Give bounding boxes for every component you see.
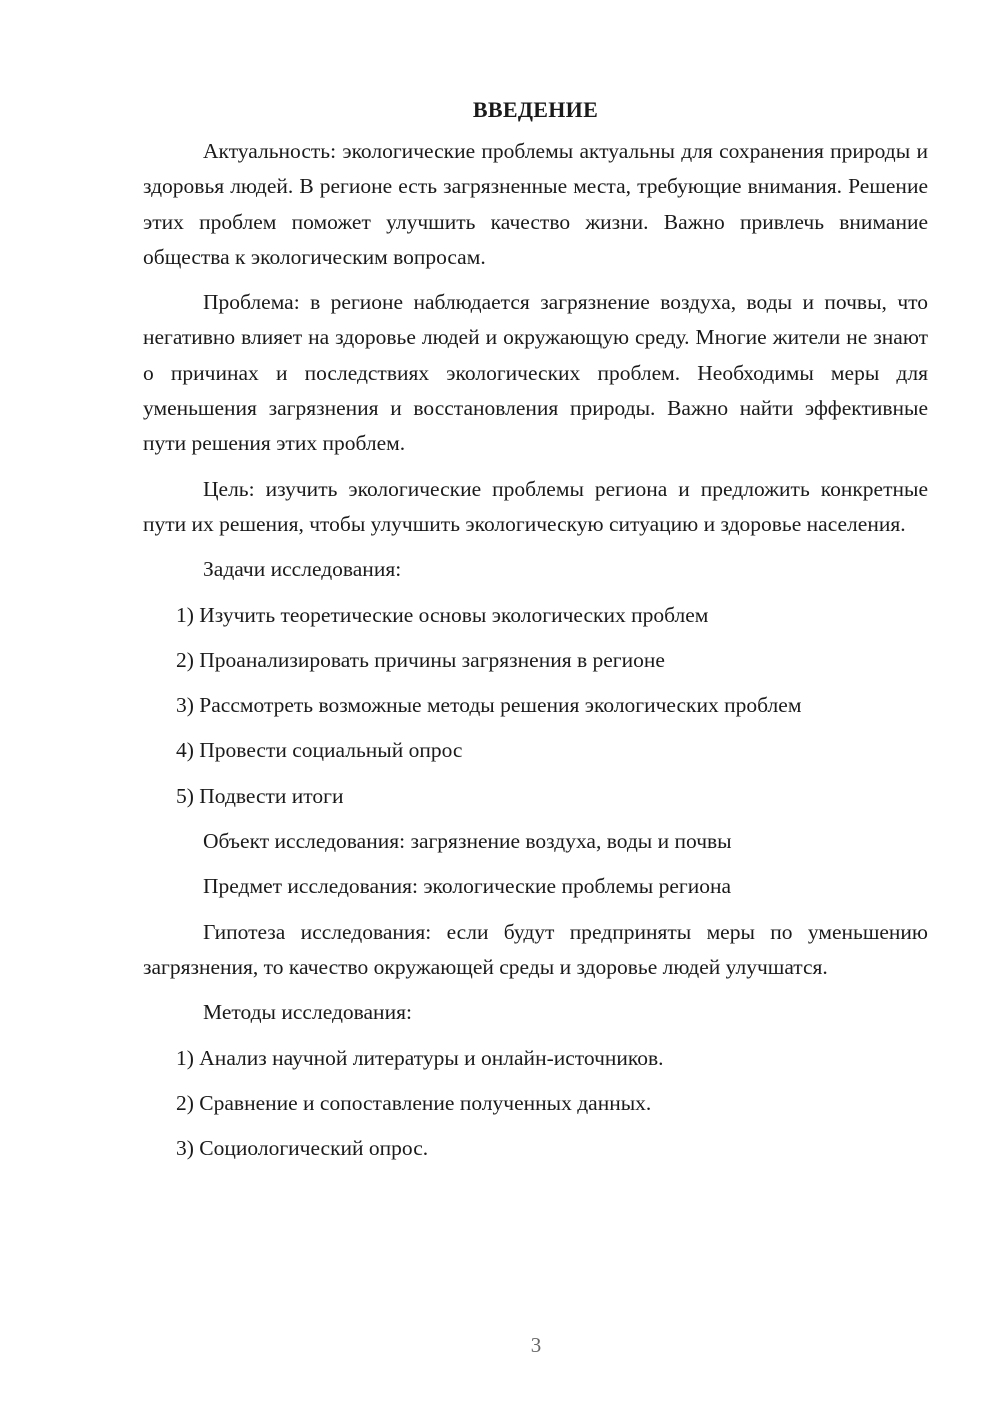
tasks-heading: Задачи исследования: — [203, 557, 402, 582]
problem-paragraph: Проблема: в регионе наблюдается загрязнение воздуха, воды и почвы, что негативно влияет на здоровье людей и окружающую среду. Многие жители не знают о причинах и последствиях экологических проблем. Необходимы меры для уменьшения загрязнения и восстановления природы. Важно найти эффективные пути решения этих проблем. — [143, 290, 928, 456]
page-content — [143, 96, 928, 1176]
method-item-3: 3) Социологический опрос. — [176, 1136, 429, 1161]
task-item-3: 3) Рассмотреть возможные методы решения экологических проблем — [176, 693, 802, 718]
section-title: ВВЕДЕНИЕ — [472, 97, 599, 122]
task-item-4: 4) Провести социальный опрос — [176, 738, 463, 763]
page-number: 3 — [530, 1333, 542, 1357]
hypothesis-paragraph: Гипотеза исследования: если будут предприняты меры по уменьшению загрязнения, то качество окружающей среды и здоровье людей улучшатся. — [143, 919, 928, 979]
task-item-1: 1) Изучить теоретические основы экологических проблем — [176, 602, 709, 627]
goal-paragraph: Цель: изучить экологические проблемы региона и предложить конкретные пути их решения, чтобы улучшить экологическую ситуацию и здоровье населения. — [143, 476, 928, 536]
subject-line: Предмет исследования: экологические проблемы региона — [203, 874, 731, 899]
object-line: Объект исследования: загрязнение воздуха, воды и почвы — [203, 829, 732, 854]
method-item-1: 1) Анализ научной литературы и онлайн-источников. — [176, 1045, 664, 1070]
task-item-2: 2) Проанализировать причины загрязнения в регионе — [176, 647, 665, 672]
method-item-2: 2) Сравнение и сопоставление полученных данных. — [176, 1090, 652, 1115]
task-item-5: 5) Подвести итоги — [176, 783, 344, 808]
methods-heading: Методы исследования: — [203, 1000, 412, 1025]
relevance-paragraph: Актуальность: экологические проблемы актуальны для сохранения природы и здоровья людей. В регионе есть загрязненные места, требующие внимания. Решение этих проблем поможет улучшить качество жизни. Важно привлечь внимание общества к экологическим вопросам. — [143, 139, 928, 269]
